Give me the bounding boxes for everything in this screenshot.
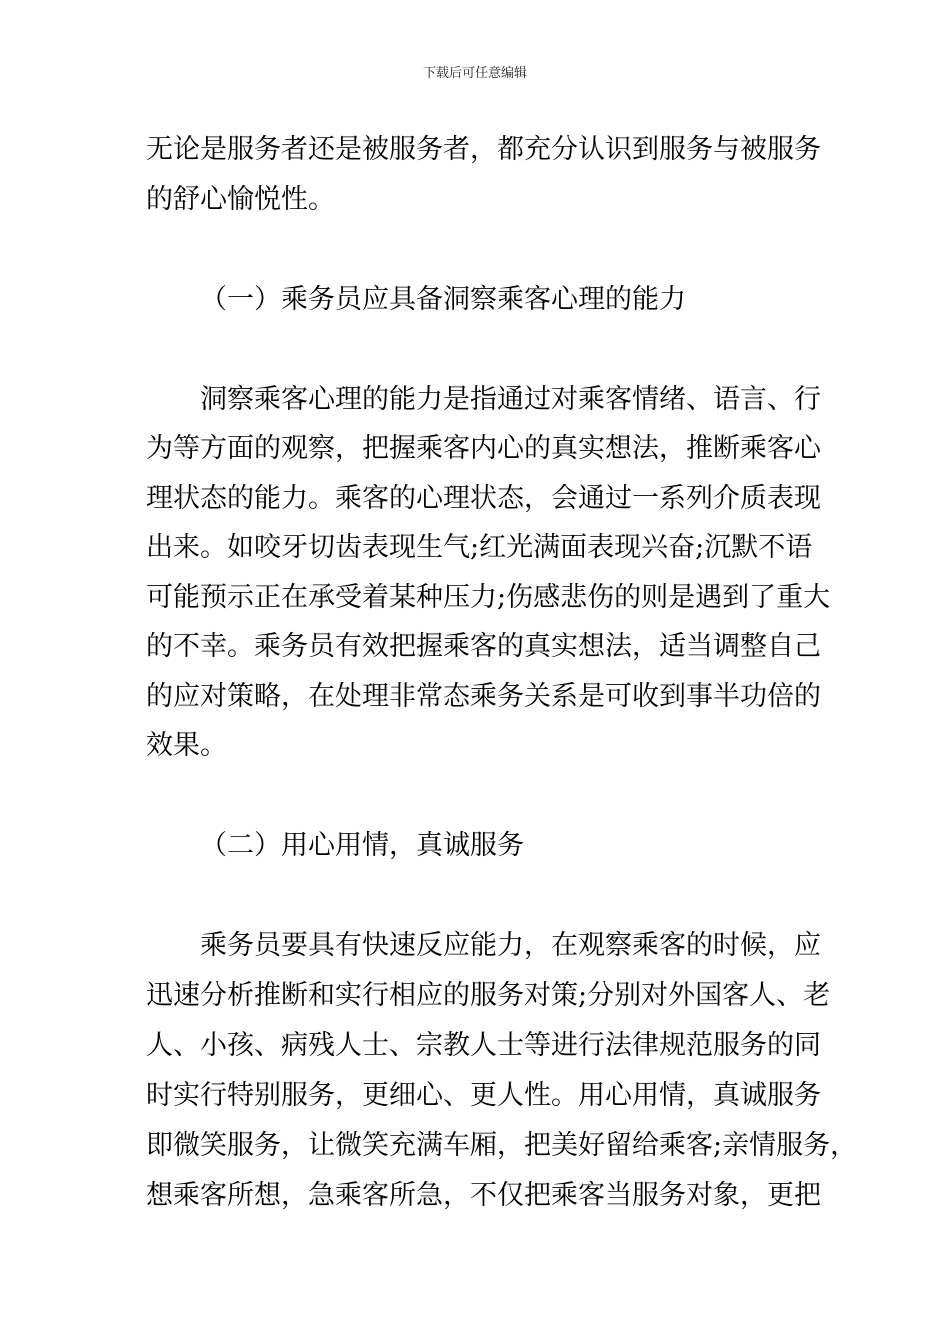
body-text-line: 无论是服务者还是被服务者，都充分认识到服务与被服务 xyxy=(146,134,821,165)
body-text-line: 出来。如咬牙切齿表现生气;红光满面表现兴奋;沉默不语 xyxy=(146,532,813,563)
body-text-line: 的应对策略，在处理非常态乘务关系是可收到事半功倍的 xyxy=(146,681,821,712)
section-heading-1: （一）乘务员应具备洞察乘客心理的能力 xyxy=(200,284,686,315)
body-text-line: 的舒心愉悦性。 xyxy=(146,184,335,215)
body-text-line: 可能预示正在承受着某种压力;伤感悲伤的则是遇到了重大 xyxy=(146,582,831,613)
body-text-line: 时实行特别服务，更细心、更人性。用心用情，真诚服务 xyxy=(146,1080,821,1111)
body-text-line: 想乘客所想，急乘客所急，不仅把乘客当服务对象，更把 xyxy=(146,1180,821,1211)
body-text-line: 为等方面的观察，把握乘客内心的真实想法，推断乘客心 xyxy=(146,433,821,464)
section-heading-2: （二）用心用情，真诚服务 xyxy=(200,830,524,861)
body-text-line: 理状态的能力。乘客的心理状态，会通过一系列介质表现 xyxy=(146,483,821,514)
page-header: 下载后可任意编辑 xyxy=(422,66,527,81)
body-text-line: 迅速分析推断和实行相应的服务对策;分别对外国客人、老 xyxy=(146,980,831,1011)
body-text-line: 效果。 xyxy=(146,730,227,761)
body-text-line: 人、小孩、病残人士、宗教人士等进行法律规范服务的同 xyxy=(146,1030,821,1061)
body-text-line: 洞察乘客心理的能力是指通过对乘客情绪、语言、行 xyxy=(200,384,821,415)
body-text-line: 乘务员要具有快速反应能力，在观察乘客的时候，应 xyxy=(200,930,821,961)
body-text-line: 的不幸。乘务员有效把握乘客的真实想法，适当调整自己 xyxy=(146,631,821,662)
body-text-line: 即微笑服务，让微笑充满车厢，把美好留给乘客;亲情服务， xyxy=(146,1130,858,1161)
